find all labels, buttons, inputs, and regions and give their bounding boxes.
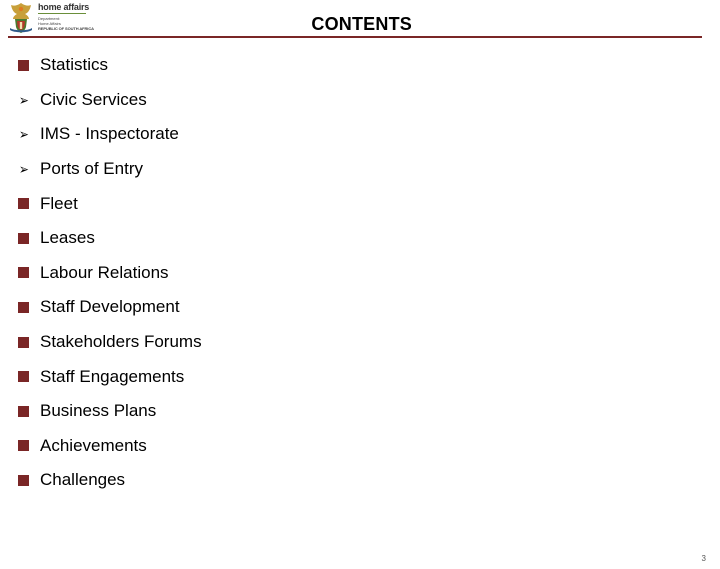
square-bullet-icon <box>18 233 29 244</box>
square-bullet-icon <box>18 198 29 209</box>
page-number: 3 <box>701 554 706 563</box>
list-item <box>18 463 202 498</box>
list-item <box>18 221 202 256</box>
logo-department-label: Department: <box>38 16 61 21</box>
list-item <box>18 325 202 360</box>
square-bullet-icon <box>18 440 29 451</box>
square-bullet-icon <box>18 371 29 382</box>
list-item-label: Challenges <box>40 470 126 490</box>
list-item-label: Fleet <box>40 193 78 213</box>
list-item <box>18 429 202 464</box>
list-item-label: Labour Relations <box>40 262 169 282</box>
arrow-bullet-icon: ➢ <box>18 161 29 178</box>
square-bullet-icon <box>18 337 29 348</box>
list-item <box>18 256 202 291</box>
square-bullet-icon <box>18 302 29 313</box>
logo-title: home affairs <box>38 2 90 12</box>
arrow-bullet-icon: ➢ <box>18 126 29 143</box>
logo-department-name: Home Affairs <box>38 21 61 26</box>
title-underline <box>8 36 702 38</box>
page-title: CONTENTS <box>311 14 412 34</box>
list-item <box>18 394 202 429</box>
list-item <box>18 359 202 394</box>
list-item <box>18 48 202 83</box>
list-item <box>18 117 202 152</box>
logo-divider <box>38 13 86 14</box>
square-bullet-icon <box>18 406 29 417</box>
list-item-label: Statistics <box>40 55 109 75</box>
square-bullet-icon <box>18 60 29 71</box>
list-item-label: Business Plans <box>40 401 157 421</box>
list-item-label: IMS - Inspectorate <box>40 124 179 144</box>
list-item-label: Staff Development <box>40 297 180 317</box>
contents-list <box>18 48 202 498</box>
list-item <box>18 290 202 325</box>
list-item-label: Leases <box>40 228 95 248</box>
home-affairs-logo <box>8 2 108 34</box>
list-item-label: Staff Engagements <box>40 366 185 386</box>
logo-country: REPUBLIC OF SOUTH AFRICA <box>38 26 94 31</box>
list-item-label: Achievements <box>40 435 147 455</box>
list-item-label: Civic Services <box>40 89 147 109</box>
square-bullet-icon <box>18 475 29 486</box>
list-item-label: Stakeholders Forums <box>40 332 202 352</box>
list-item <box>18 186 202 221</box>
arrow-bullet-icon: ➢ <box>18 91 29 108</box>
coat-of-arms-icon <box>8 2 34 34</box>
list-item <box>18 152 202 187</box>
square-bullet-icon <box>18 267 29 278</box>
list-item <box>18 83 202 118</box>
list-item-label: Ports of Entry <box>40 159 143 179</box>
